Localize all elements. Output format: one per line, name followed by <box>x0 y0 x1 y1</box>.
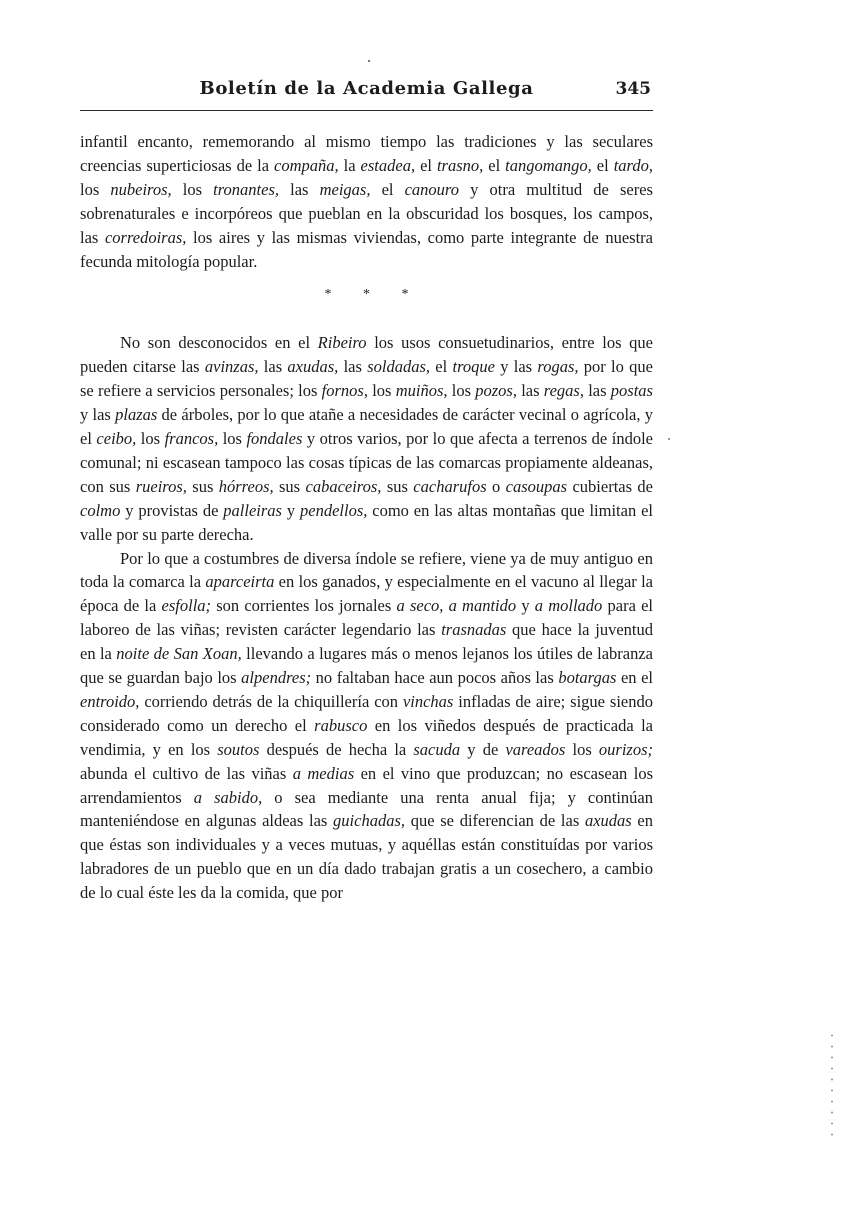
italic-term: trasnadas <box>441 620 507 640</box>
text-run: infantil encanto, rememorando al mismo tiempo las tradiciones y las seculares creencias superticiosas de la <box>80 132 653 175</box>
italic-term: estadea, <box>360 155 416 175</box>
text-run: y otra multitud de seres sobrenaturales e incorpóreos que pueblan en la obscuridad los bosques, los campos, las <box>80 179 653 247</box>
section-separator: * * * <box>324 287 423 303</box>
italic-term: compaña, <box>274 155 339 175</box>
running-header <box>80 76 653 111</box>
text-run: las <box>583 381 611 401</box>
text-run: el <box>415 155 437 175</box>
italic-term: meigas, <box>319 179 371 199</box>
text-run: No son desconocidos en el <box>120 333 318 353</box>
paragraph-costumbres <box>80 547 653 906</box>
italic-term: aparceirta <box>205 572 275 592</box>
italic-term: rueiros, <box>135 476 187 496</box>
italic-term: Ribeiro <box>317 333 367 353</box>
text-run: los aires y las mismas viviendas, como parte integrante de nuestra fecunda mitología popular. <box>80 227 653 271</box>
italic-term: a sabido, <box>193 787 263 807</box>
text-run: corriendo detrás de la chiquillería con <box>139 691 403 711</box>
text-run: llevando a lugares más o menos lejanos los útiles de labranza que se guardan bajo los <box>80 644 653 688</box>
text-run: los <box>171 179 214 199</box>
italic-term: palleiras <box>223 500 282 520</box>
italic-term: corredoiras, <box>104 227 187 247</box>
italic-term: axudas, <box>287 357 339 377</box>
body-text <box>80 130 653 905</box>
text-run: por lo que se refiere a servicios personales; los <box>80 357 653 401</box>
italic-term: soutos <box>217 739 260 759</box>
text-run: y las <box>494 357 538 377</box>
text-run: los <box>80 179 111 199</box>
text-run: el <box>483 155 506 175</box>
italic-term: tangomango, <box>505 155 592 175</box>
italic-term: ourizos; <box>598 739 653 759</box>
text-run: sus <box>273 476 306 496</box>
text-run: y provistas de <box>120 500 224 520</box>
italic-term: vinchas <box>402 691 454 711</box>
italic-term: rogas, <box>537 357 579 377</box>
text-run: los <box>136 428 165 448</box>
italic-term: guichadas, <box>333 811 406 831</box>
italic-term: avinzas, <box>204 357 259 377</box>
text-run: en los ganados, y especialmente en el vacuno al llegar la época de la <box>80 572 653 616</box>
italic-term: canouro <box>404 179 459 199</box>
italic-term: tardo, <box>613 155 653 175</box>
italic-term: vareados <box>505 739 566 759</box>
text-run: los usos consuetudinarios, entre los que pueden citarse las <box>80 333 653 377</box>
margin-speck <box>668 438 670 440</box>
text-run: de árboles, por lo que atañe a necesidades de carácter vecinal o agrícola, y el <box>80 405 653 448</box>
text-run: como en las altas montañas que limitan el valle por su parte derecha. <box>80 500 654 544</box>
italic-term: postas <box>610 381 653 401</box>
text-run: y <box>281 500 300 520</box>
text-run: o sea mediante una renta anual fija; y continúan manteniéndose en algunas aldeas las <box>80 787 653 831</box>
text-run: las <box>338 357 368 377</box>
text-run: abunda el cultivo de las viñas <box>80 763 293 783</box>
italic-term: regas, <box>543 381 584 401</box>
italic-term: casoupas <box>505 476 568 496</box>
text-run: cubiertas de <box>567 476 653 496</box>
text-run: los <box>447 381 476 401</box>
text-run: no faltaban hace aun pocos años las <box>311 668 559 688</box>
italic-term: a mollado <box>534 596 603 616</box>
italic-term: esfolla; <box>161 596 212 616</box>
italic-term: cabaceiros, <box>305 476 382 496</box>
text-run: y de <box>460 739 506 759</box>
text-run: después de hecha la <box>259 739 414 759</box>
italic-term: a medias <box>292 763 355 783</box>
italic-term: noite de San Xoan, <box>116 644 242 664</box>
text-run: o <box>486 476 506 496</box>
italic-term: axudas <box>584 811 632 831</box>
italic-term: muiños, <box>395 381 448 401</box>
text-run: en que éstas son individuales y a veces mutuas, y aquéllas están constituídas por varios labradores de un pueblo que en un día dado trabajan gratis a un cosechero, a cambio de lo cual éste les da la comida, que por <box>80 811 653 903</box>
margin-marks <box>831 1030 833 1140</box>
italic-term: botargas <box>558 668 617 688</box>
italic-term: francos, <box>164 428 219 448</box>
italic-term: rabusco <box>314 715 368 735</box>
text-run: la <box>338 155 361 175</box>
text-run: los <box>218 428 247 448</box>
italic-term: sacuda <box>413 739 461 759</box>
text-run: las <box>279 179 320 199</box>
text-run: son corrientes los jornales <box>211 596 397 616</box>
italic-term: hórreos, <box>218 476 274 496</box>
page-speck <box>368 60 370 62</box>
text-run: en los viñedos después de practicada la vendimia, y en los <box>80 715 653 759</box>
italic-term: soldadas, <box>367 357 430 377</box>
italic-term: nubeiros, <box>110 179 172 199</box>
text-run: las <box>258 357 288 377</box>
text-run: el <box>370 179 405 199</box>
text-run: las <box>516 381 544 401</box>
text-run: y las <box>80 405 116 425</box>
italic-term: pozos, <box>475 381 517 401</box>
italic-term: alpendres; <box>241 668 312 688</box>
italic-term: plazas <box>115 405 158 425</box>
italic-term: troque <box>452 357 495 377</box>
text-run: y <box>516 596 535 616</box>
italic-term: tronantes, <box>213 179 279 199</box>
text-run: que se diferencian de las <box>405 811 585 831</box>
italic-term: ceibo, <box>96 428 137 448</box>
italic-term: entroido, <box>80 691 140 711</box>
text-run: sus <box>381 476 414 496</box>
italic-term: a seco, a mantido <box>396 596 517 616</box>
text-run: el <box>430 357 453 377</box>
text-run: para el laboreo de las viñas; revisten carácter legendario las <box>80 596 654 640</box>
text-run: en el vino que produzcan; no escasean los arrendamientos <box>80 763 653 807</box>
italic-term: pendellos, <box>300 500 368 520</box>
text-run: Por lo que a costumbres de diversa índole se refiere, viene ya de muy antiguo en toda la comarca la <box>80 548 653 592</box>
italic-term: fornos, <box>321 381 368 401</box>
paragraph-continuation <box>80 130 653 273</box>
italic-term: cacharufos <box>413 476 487 496</box>
text-run: en el <box>616 668 654 688</box>
paragraph-usos-consuetudinarios <box>80 331 653 546</box>
journal-title: Boletín de la Academia Gallega <box>199 78 534 99</box>
text-run: los <box>367 381 396 401</box>
text-run: que hace la juventud en la <box>80 620 653 664</box>
italic-term: trasno, <box>436 155 484 175</box>
italic-term: colmo <box>80 500 121 520</box>
text-run: el <box>591 155 614 175</box>
page-number: 345 <box>615 79 651 99</box>
text-run: y otros varios, por lo que afecta a terrenos de índole comunal; ni escasean tampoco las cosas típicas de las comarcas propiamente aldeanas, con sus <box>80 428 653 496</box>
text-run: sus <box>186 476 219 496</box>
italic-term: fondales <box>246 428 303 448</box>
text-run: infladas de aire; sigue siendo considerado como un derecho el <box>80 691 653 735</box>
text-run: los <box>565 739 599 759</box>
